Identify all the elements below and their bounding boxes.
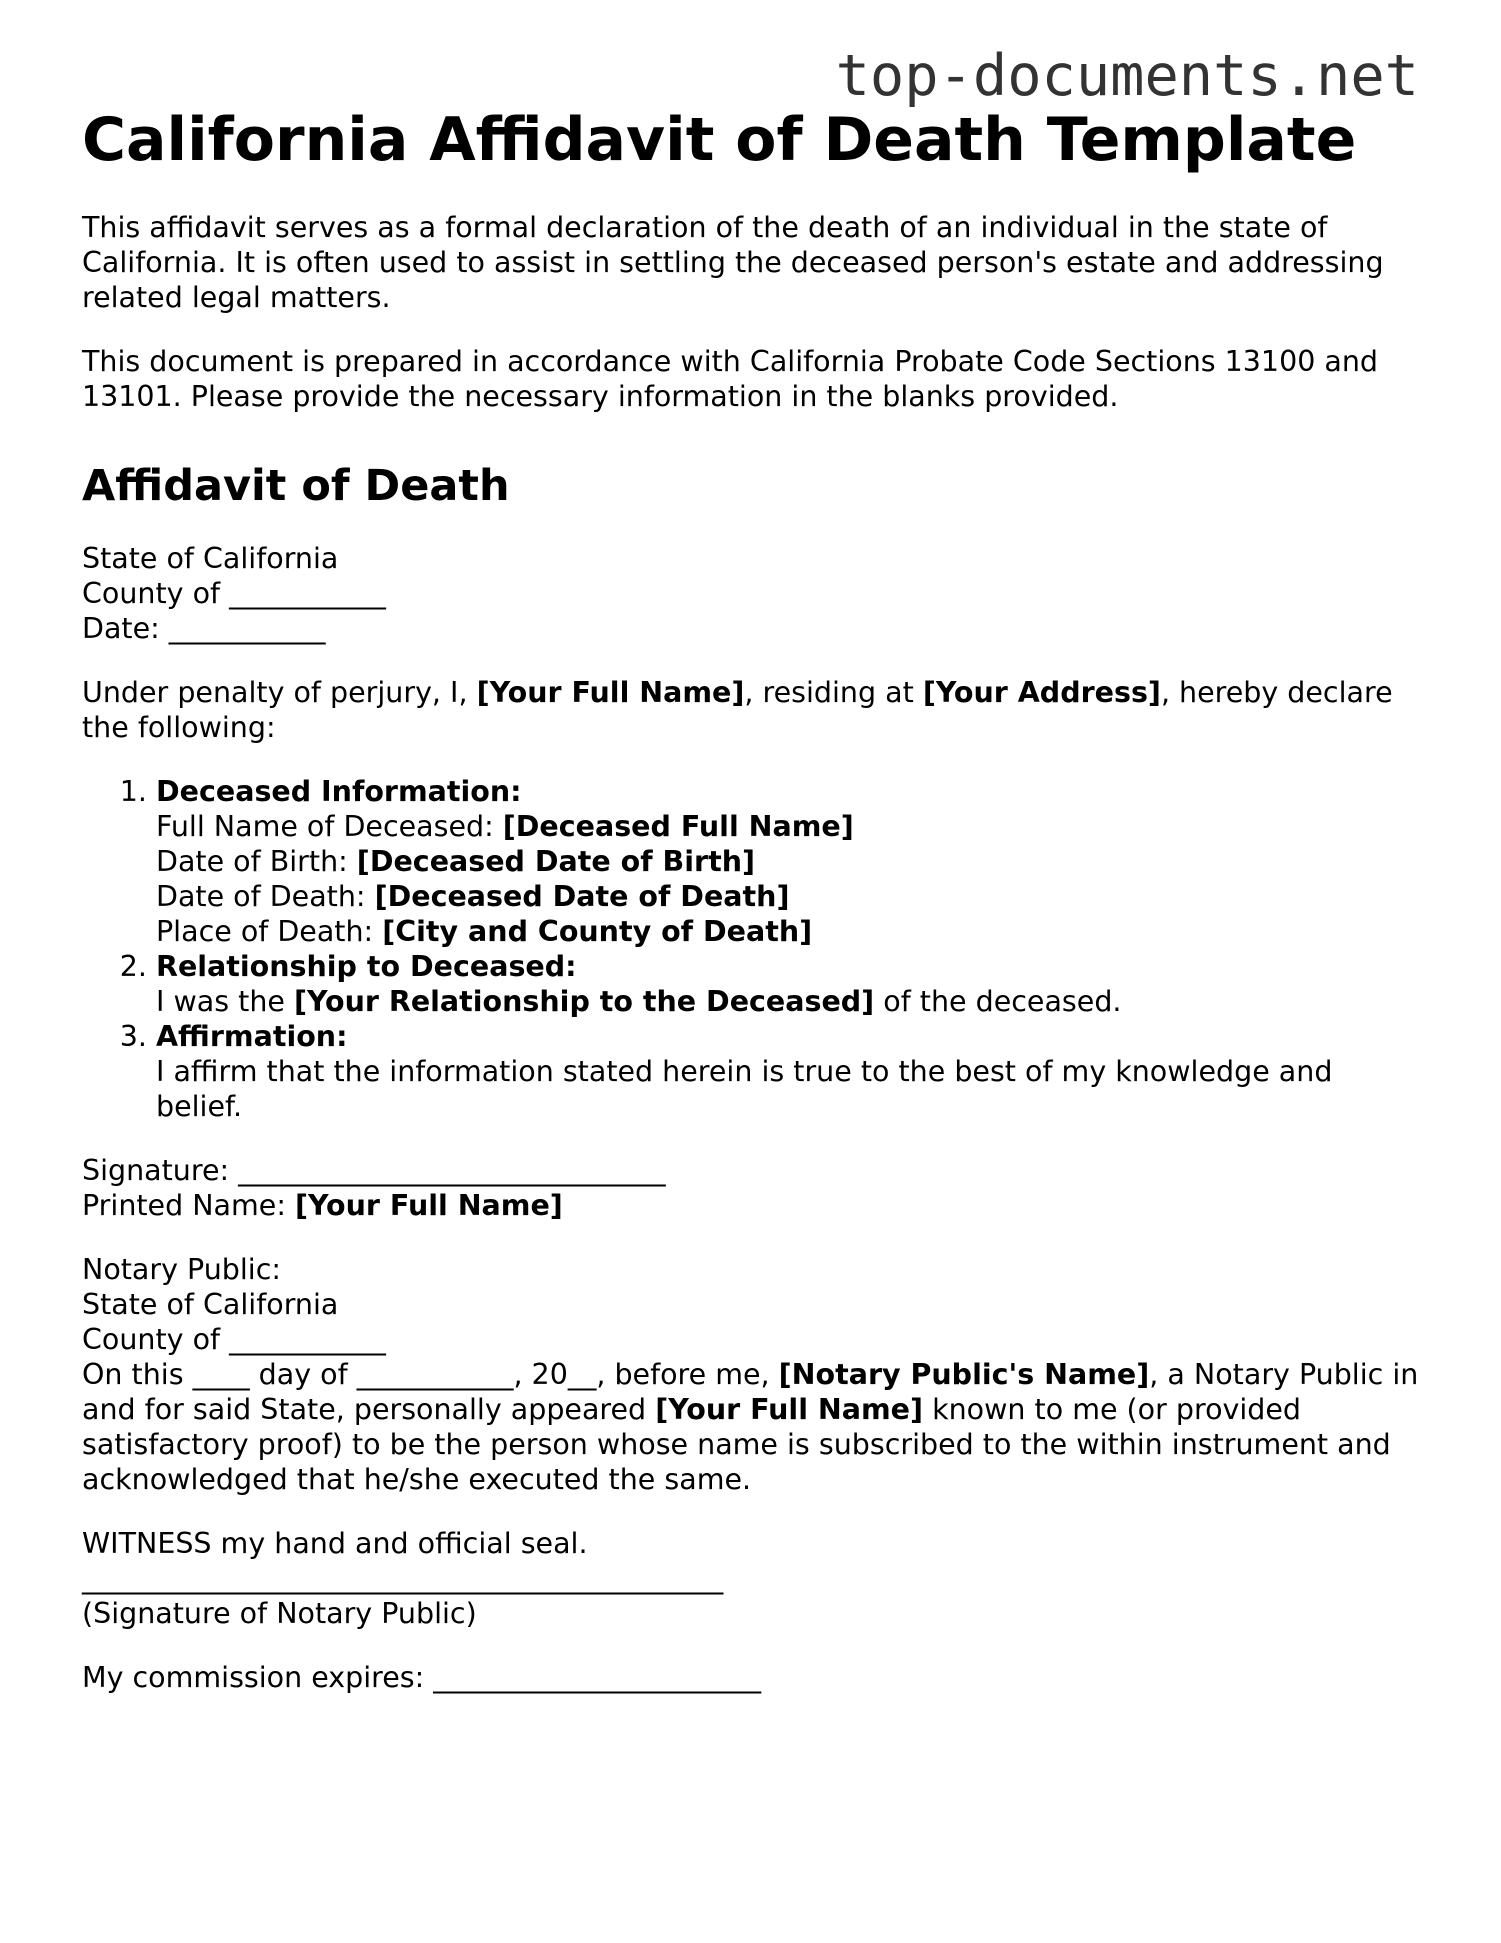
affirmation-text: I affirm that the information stated herein is true to the best of my knowledge and belief.	[156, 1055, 1333, 1123]
appearing-person-placeholder: [Your Full Name]	[655, 1393, 924, 1426]
witness-text: WITNESS my hand and official seal.	[82, 1527, 588, 1560]
printed-name-row	[82, 1188, 1422, 1223]
declaration-paragraph	[82, 675, 1422, 745]
notary-acknowledgment	[82, 1357, 1422, 1497]
declaration-text: , hereby declare the following:	[82, 676, 1393, 744]
field-label: Printed Name:	[82, 1189, 295, 1222]
relationship-text: of the deceased.	[874, 985, 1122, 1018]
deceased-info-heading: 1. Deceased Information:	[156, 775, 522, 808]
deceased-dod-row	[156, 879, 1422, 914]
section-title: Affidavit of Death	[82, 461, 510, 511]
notary-text: On this ____ day of ___________, 20__, before me,	[82, 1358, 779, 1391]
state-line: State of California	[82, 542, 339, 575]
relationship-text: I was the	[156, 985, 294, 1018]
notary-signature-line: _____________________________________________	[82, 1562, 724, 1595]
signature-line: Signature: ______________________________	[82, 1154, 666, 1187]
notary-county-line: County of ___________	[82, 1323, 386, 1356]
field-label: Full Name of Deceased:	[156, 810, 503, 843]
notary-text: known to me (or provided satisfactory proof) to be the person whose name is subscribed to the within instrument and acknowledged that he/she executed the same.	[82, 1393, 1391, 1496]
deceased-full-name-row	[156, 809, 1422, 844]
relationship-row	[156, 984, 1422, 1019]
list-item-relationship	[156, 949, 1422, 1019]
watermark: top-documents.net	[835, 43, 1419, 109]
relationship-placeholder: [Your Relationship to the Deceased]	[293, 985, 875, 1018]
field-label: Date of Birth:	[156, 845, 357, 878]
deceased-pod-row	[156, 914, 1422, 949]
affirmation-heading: 3. Affirmation:	[156, 1020, 348, 1053]
field-label: Place of Death:	[156, 915, 383, 948]
notary-state-line: State of California	[82, 1288, 339, 1321]
county-line: County of ___________	[82, 577, 386, 610]
notary-text: , a Notary Public in and for said State, personally appeared	[82, 1358, 1419, 1426]
notary-signature-caption: (Signature of Notary Public)	[82, 1597, 477, 1630]
printed-name-placeholder: [Your Full Name]	[295, 1189, 563, 1222]
date-line: Date: ___________	[82, 612, 326, 645]
declaration-text: Under penalty of perjury, I,	[82, 676, 477, 709]
document-title: California Affidavit of Death Template	[82, 105, 1357, 175]
field-label: Date of Death:	[156, 880, 375, 913]
deceased-name-placeholder: [Deceased Full Name]	[502, 810, 854, 843]
notary-title: Notary Public:	[82, 1253, 281, 1286]
deceased-pod-placeholder: [City and County of Death]	[382, 915, 813, 948]
signature-block	[82, 1153, 1422, 1223]
declaration-text: , residing at	[744, 676, 923, 709]
declarant-name-placeholder: [Your Full Name]	[476, 676, 745, 709]
declaration-list	[82, 774, 1422, 1124]
document-page	[82, 103, 1422, 1695]
affidavit-header	[82, 541, 1422, 646]
declarant-address-placeholder: [Your Address]	[922, 676, 1161, 709]
intro-paragraph-1: This affidavit serves as a formal declaration of the death of an individual in the state of California. It is often used to assist in settling the deceased person's estate and addressing related legal matters.	[82, 211, 1384, 314]
relationship-heading: 2. Relationship to Deceased:	[156, 950, 577, 983]
deceased-dod-placeholder: [Deceased Date of Death]	[374, 880, 790, 913]
witness-block	[82, 1526, 1422, 1631]
notary-block	[82, 1252, 1422, 1497]
deceased-dob-row	[156, 844, 1422, 879]
deceased-dob-placeholder: [Deceased Date of Birth]	[356, 845, 756, 878]
commission-expires-line: My commission expires: _______________________	[82, 1661, 762, 1694]
intro-paragraph-2: This document is prepared in accordance with California Probate Code Sections 13100 and 13101. Please provide the necessary information in the blanks provided.	[82, 345, 1379, 413]
list-item-deceased-info	[156, 774, 1422, 949]
notary-name-placeholder: [Notary Public's Name]	[778, 1358, 1150, 1391]
list-item-affirmation	[156, 1019, 1422, 1124]
